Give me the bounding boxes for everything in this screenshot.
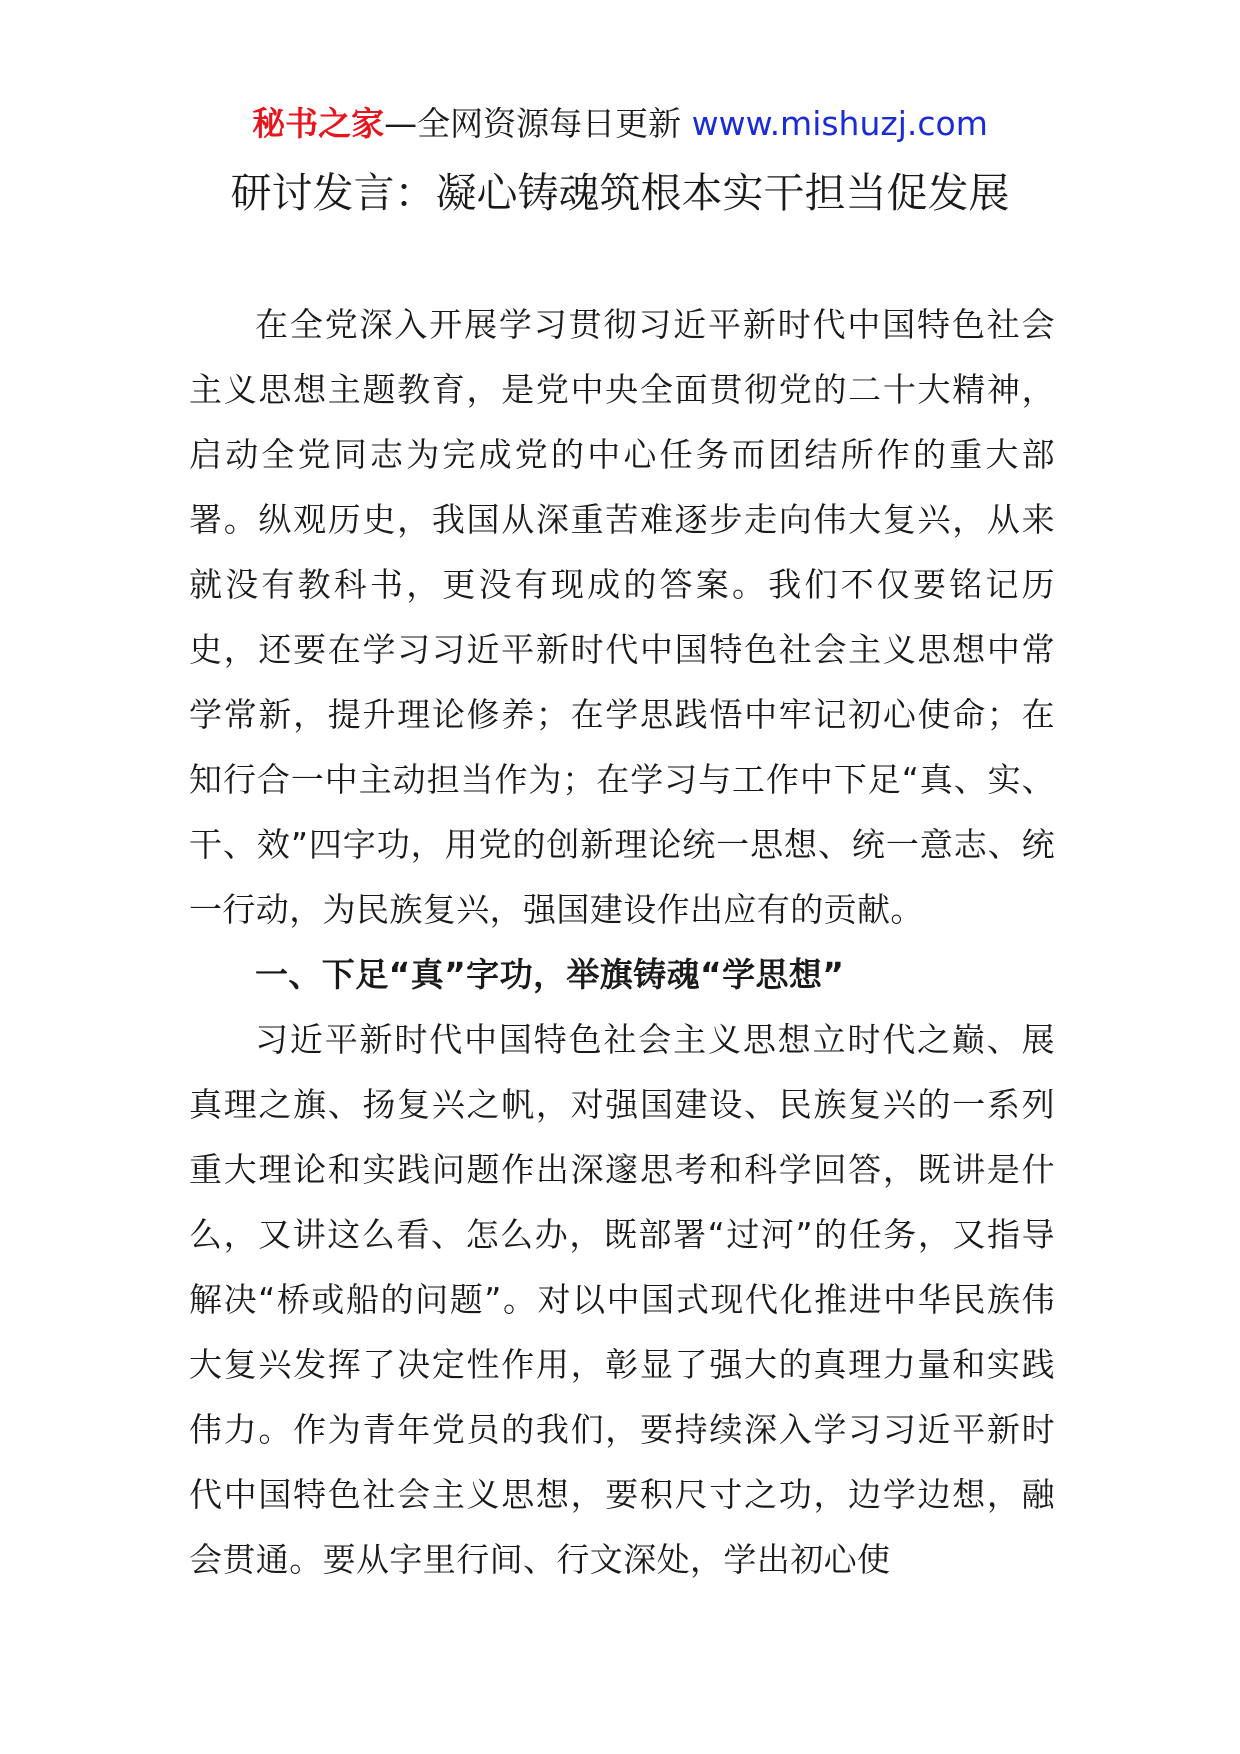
site-url-link[interactable]: www.mishuzj.com bbox=[691, 104, 988, 143]
document-body bbox=[189, 292, 1055, 1592]
brand-name: 秘书之家 bbox=[252, 104, 385, 143]
document-title: 研讨发言：凝心铸魂筑根本实干担当促发展 bbox=[230, 169, 1010, 217]
header-tagline: —全网资源每日更新 bbox=[384, 104, 692, 143]
section-1-paragraph: 习近平新时代中国特色社会主义思想立时代之巅、展真理之旗、扬复兴之帆，对强国建设、民族复兴的一系列重大理论和实践问题作出深邃思考和科学回答，既讲是什么，又讲这么看、怎么办，既部署“过河”的任务，又指导解决“桥或船的问题”。对以中国式现代化推进中华民族伟大复兴发挥了决定性作用，彰显了强大的真理力量和实践伟力。作为青年党员的我们，要持续深入学习习近平新时代中国特色社会主义思想，要积尺寸之功，边学边想，融会贯通。要从字里行间、行文深处，学出初心使 bbox=[189, 1020, 1055, 1579]
site-header bbox=[0, 100, 1240, 148]
intro-paragraph: 在全党深入开展学习贯彻习近平新时代中国特色社会主义思想主题教育，是党中央全面贯彻党的二十大精神，启动全党同志为完成党的中心任务而团结所作的重大部署。纵观历史，我国从深重苦难逐步走向伟大复兴，从来就没有教科书，更没有现成的答案。我们不仅要铭记历史，还要在学习习近平新时代中国特色社会主义思想中常学常新，提升理论修养；在学思践悟中牢记初心使命；在知行合一中主动担当作为；在学习与工作中下足“真、实、干、效”四字功，用党的创新理论统一思想、统一意志、统一行动，为民族复兴，强国建设作出应有的贡献。 bbox=[189, 305, 1055, 929]
section-heading-1: 一、下足“真”字功，举旗铸魂“学思想” bbox=[255, 955, 845, 994]
